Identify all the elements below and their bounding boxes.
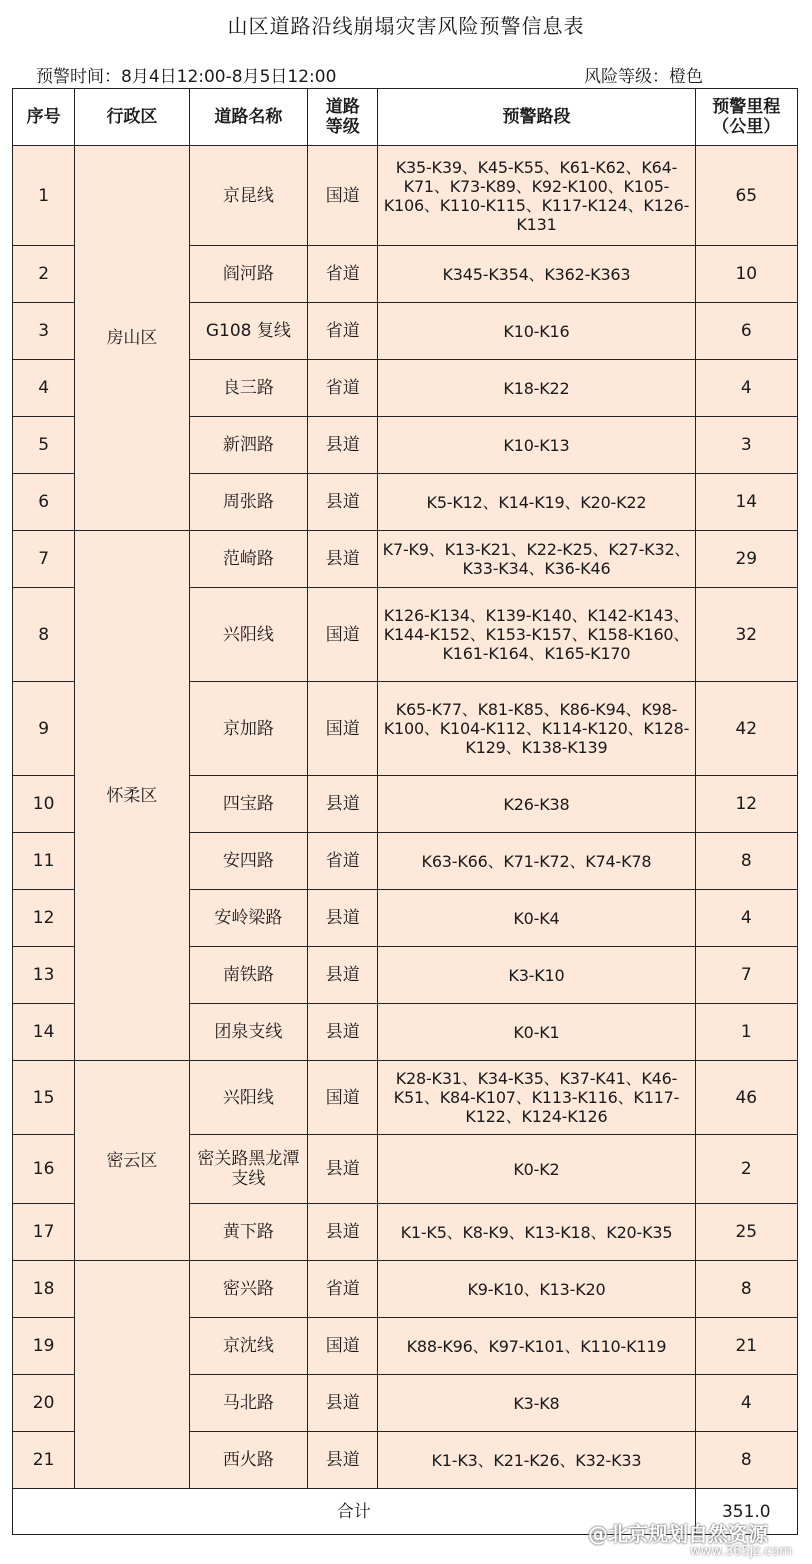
cell-road: 新泗路 [189, 417, 307, 474]
cell-district-miyun: 密云区 [75, 1061, 189, 1261]
cell-segments: K63-K66、K71-K72、K74-K78 [378, 833, 695, 890]
cell-road: 良三路 [189, 360, 307, 417]
cell-grade: 县道 [308, 947, 378, 1004]
watermark-url: www.365jz.com [690, 1544, 792, 1559]
cell-km: 29 [695, 531, 797, 588]
cell-no: 16 [13, 1135, 75, 1204]
cell-no: 10 [13, 776, 75, 833]
cell-km: 4 [695, 360, 797, 417]
cell-km: 21 [695, 1318, 797, 1375]
cell-segments: K1-K5、K8-K9、K13-K18、K20-K35 [378, 1204, 695, 1261]
cell-segments: K35-K39、K45-K55、K61-K62、K64-K71、K73-K89、K92-K100、K105-K106、K110-K115、K117-K124、K126-K131 [378, 146, 695, 246]
cell-road: 安四路 [189, 833, 307, 890]
cell-road: 西火路 [189, 1432, 307, 1489]
cell-grade: 国道 [308, 1318, 378, 1375]
cell-road: 密兴路 [189, 1261, 307, 1318]
cell-road: 阎河路 [189, 246, 307, 303]
cell-no: 1 [13, 146, 75, 246]
cell-segments: K0-K4 [378, 890, 695, 947]
cell-no: 5 [13, 417, 75, 474]
cell-segments: K1-K3、K21-K26、K32-K33 [378, 1432, 695, 1489]
cell-km: 7 [695, 947, 797, 1004]
cell-road: 黄下路 [189, 1204, 307, 1261]
cell-segments: K65-K77、K81-K85、K86-K94、K98-K100、K104-K112、K114-K120、K128-K129、K138-K139 [378, 682, 695, 776]
cell-grade: 省道 [308, 303, 378, 360]
cell-grade: 县道 [308, 776, 378, 833]
cell-road: 兴阳线 [189, 1061, 307, 1135]
meta-bar [0, 60, 812, 88]
cell-no: 21 [13, 1432, 75, 1489]
cell-grade: 省道 [308, 1261, 378, 1318]
cell-road: 京昆线 [189, 146, 307, 246]
cell-no: 20 [13, 1375, 75, 1432]
cell-km: 42 [695, 682, 797, 776]
cell-segments: K0-K1 [378, 1004, 695, 1061]
cell-segments: K88-K96、K97-K101、K110-K119 [378, 1318, 695, 1375]
header-km: 预警里程 （公里） [695, 89, 797, 146]
total-label: 合计 [13, 1489, 696, 1535]
cell-segments: K26-K38 [378, 776, 695, 833]
cell-km: 65 [695, 146, 797, 246]
cell-segments: K3-K10 [378, 947, 695, 1004]
cell-km: 4 [695, 1375, 797, 1432]
cell-segments: K10-K16 [378, 303, 695, 360]
cell-no: 17 [13, 1204, 75, 1261]
cell-road: 安岭梁路 [189, 890, 307, 947]
cell-km: 32 [695, 588, 797, 682]
table-row [13, 531, 798, 588]
cell-grade: 县道 [308, 1004, 378, 1061]
cell-grade: 国道 [308, 588, 378, 682]
cell-road: 南铁路 [189, 947, 307, 1004]
cell-km: 3 [695, 417, 797, 474]
cell-km: 12 [695, 776, 797, 833]
cell-road: 团泉支线 [189, 1004, 307, 1061]
cell-km: 4 [695, 890, 797, 947]
cell-segments: K345-K354、K362-K363 [378, 246, 695, 303]
cell-grade: 国道 [308, 1061, 378, 1135]
cell-road: G108 复线 [189, 303, 307, 360]
cell-district-huairou: 怀柔区 [75, 531, 189, 1061]
cell-no: 13 [13, 947, 75, 1004]
cell-km: 1 [695, 1004, 797, 1061]
warning-table [12, 88, 798, 1535]
cell-segments: K5-K12、K14-K19、K20-K22 [378, 474, 695, 531]
cell-grade: 国道 [308, 682, 378, 776]
cell-km: 8 [695, 833, 797, 890]
cell-road: 兴阳线 [189, 588, 307, 682]
header-grade: 道路 等级 [308, 89, 378, 146]
header-segments: 预警路段 [378, 89, 695, 146]
cell-segments: K28-K31、K34-K35、K37-K41、K46-K51、K84-K107、K113-K116、K117-K122、K124-K126 [378, 1061, 695, 1135]
cell-grade: 省道 [308, 246, 378, 303]
cell-km: 10 [695, 246, 797, 303]
cell-grade: 县道 [308, 474, 378, 531]
cell-grade: 县道 [308, 531, 378, 588]
cell-grade: 县道 [308, 1135, 378, 1204]
cell-no: 14 [13, 1004, 75, 1061]
cell-no: 11 [13, 833, 75, 890]
header-no: 序号 [13, 89, 75, 146]
cell-no: 9 [13, 682, 75, 776]
cell-road: 周张路 [189, 474, 307, 531]
risk-level: 风险等级：橙色 [584, 67, 703, 87]
cell-no: 6 [13, 474, 75, 531]
warning-time: 预警时间：8月4日12:00-8月5日12:00 [36, 67, 337, 87]
cell-km: 25 [695, 1204, 797, 1261]
cell-no: 2 [13, 246, 75, 303]
table-row [13, 146, 798, 246]
cell-no: 4 [13, 360, 75, 417]
cell-district-blank [75, 1261, 189, 1489]
cell-grade: 县道 [308, 1204, 378, 1261]
watermark: @北京规划自然资源 [588, 1522, 768, 1546]
cell-segments: K9-K10、K13-K20 [378, 1261, 695, 1318]
cell-grade: 省道 [308, 833, 378, 890]
header-district: 行政区 [75, 89, 189, 146]
cell-grade: 县道 [308, 417, 378, 474]
cell-no: 7 [13, 531, 75, 588]
header-row [13, 89, 798, 146]
cell-segments: K126-K134、K139-K140、K142-K143、K144-K152、K153-K157、K158-K160、K161-K164、K165-K170 [378, 588, 695, 682]
cell-segments: K3-K8 [378, 1375, 695, 1432]
cell-road: 范崎路 [189, 531, 307, 588]
cell-road: 密关路黑龙潭支线 [189, 1135, 307, 1204]
table-row [13, 1061, 798, 1135]
cell-road: 京加路 [189, 682, 307, 776]
cell-grade: 国道 [308, 146, 378, 246]
cell-no: 12 [13, 890, 75, 947]
total-value: 351.0 [695, 1489, 797, 1535]
cell-km: 2 [695, 1135, 797, 1204]
cell-km: 6 [695, 303, 797, 360]
cell-km: 46 [695, 1061, 797, 1135]
cell-segments: K7-K9、K13-K21、K22-K25、K27-K32、K33-K34、K36-K46 [378, 531, 695, 588]
cell-segments: K10-K13 [378, 417, 695, 474]
cell-km: 8 [695, 1261, 797, 1318]
table-row [13, 1261, 798, 1318]
cell-km: 8 [695, 1432, 797, 1489]
cell-road: 四宝路 [189, 776, 307, 833]
cell-no: 18 [13, 1261, 75, 1318]
cell-no: 19 [13, 1318, 75, 1375]
cell-no: 3 [13, 303, 75, 360]
cell-district-fangshan: 房山区 [75, 146, 189, 531]
cell-no: 15 [13, 1061, 75, 1135]
cell-segments: K0-K2 [378, 1135, 695, 1204]
cell-grade: 县道 [308, 890, 378, 947]
cell-grade: 县道 [308, 1375, 378, 1432]
cell-segments: K18-K22 [378, 360, 695, 417]
table-title: 山区道路沿线崩塌灾害风险预警信息表 [227, 14, 585, 38]
cell-road: 京沈线 [189, 1318, 307, 1375]
cell-no: 8 [13, 588, 75, 682]
cell-grade: 省道 [308, 360, 378, 417]
header-road: 道路名称 [189, 89, 307, 146]
cell-road: 马北路 [189, 1375, 307, 1432]
cell-km: 14 [695, 474, 797, 531]
cell-grade: 县道 [308, 1432, 378, 1489]
